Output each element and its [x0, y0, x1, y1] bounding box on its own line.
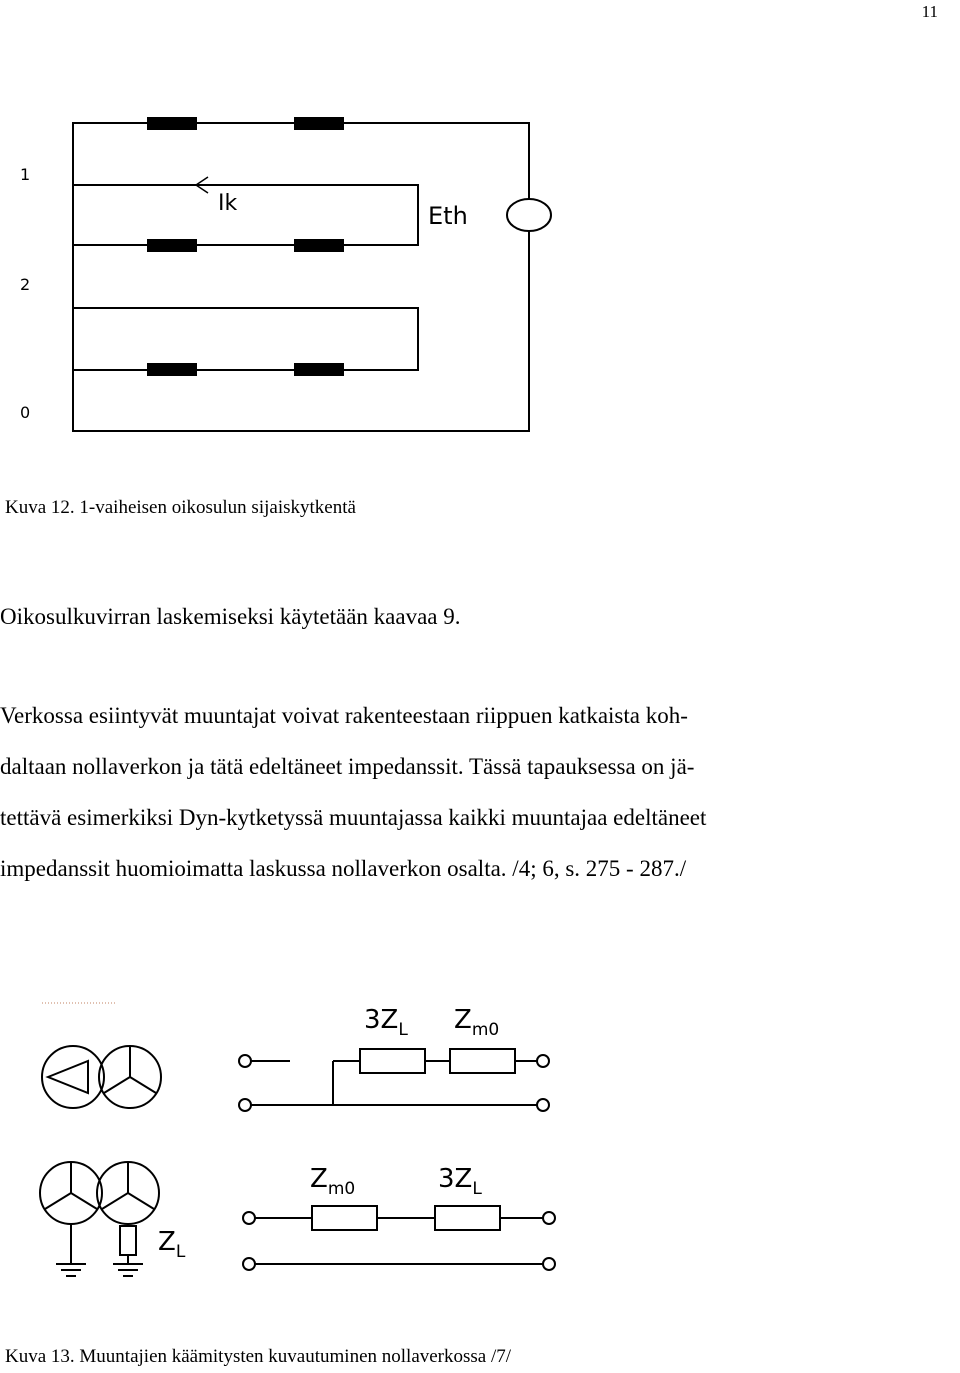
- impedance-3ZL: [360, 1049, 425, 1073]
- impedance-block: [147, 117, 197, 130]
- source-label: Eth: [428, 202, 468, 230]
- body-paragraph: [0, 703, 960, 903]
- top-equivalent-circuit: [239, 1049, 549, 1111]
- impedance-block: [294, 117, 344, 130]
- figure-13-caption: Kuva 13. Muuntajien käämitysten kuvautuminen nollaverkossa /7/: [5, 1346, 512, 1367]
- ground-icon: [56, 1224, 86, 1276]
- node-label-2: 2: [20, 275, 31, 294]
- transformer-delta-star-icon: [42, 1046, 161, 1108]
- page-number: 11: [921, 2, 938, 21]
- label-zm0: $Z_{m0}$: [454, 1005, 500, 1040]
- figure-12-circuit: [0, 100, 580, 440]
- ground-impedance-label: $Z_L$: [158, 1227, 186, 1262]
- grounding-impedance-icon: [113, 1224, 143, 1276]
- label-3zl: $3Z_L$: [364, 1005, 408, 1040]
- figure-13-diagram: [0, 995, 600, 1295]
- label-3zl-bottom: $3Z_L$: [438, 1164, 482, 1199]
- impedance-blocks: [147, 117, 344, 376]
- circuit-wires: [73, 123, 529, 431]
- transformer-star-star-icon: [40, 1162, 159, 1224]
- impedance-Zm0: [312, 1206, 377, 1230]
- paragraph-line: daltaan nollaverkon ja tätä edeltäneet impedanssit. Tässä tapauksessa on jä-: [0, 754, 695, 779]
- node-label-0: 0: [20, 403, 31, 422]
- current-label: Ik: [218, 191, 238, 216]
- node-label-1: 1: [20, 165, 31, 184]
- impedance-block: [147, 239, 197, 252]
- impedance-Zm0: [450, 1049, 515, 1073]
- impedance-block: [147, 363, 197, 376]
- paragraph-line: Verkossa esiintyvät muuntajat voivat rakenteestaan riippuen katkaista koh-: [0, 703, 688, 728]
- bottom-equivalent-circuit: [243, 1206, 555, 1270]
- intro-text: Oikosulkuvirran laskemiseksi käytetään kaavaa 9.: [0, 604, 461, 629]
- impedance-block: [294, 363, 344, 376]
- paragraph-line: tettävä esimerkiksi Dyn-kytketyssä muuntajassa kaikki muuntajaa edeltäneet: [0, 805, 707, 830]
- voltage-source-icon: [507, 199, 551, 231]
- label-zm0-bottom: $Z_{m0}$: [310, 1164, 356, 1199]
- paragraph-line: impedanssit huomioimatta laskussa nollaverkon osalta. /4; 6, s. 275 - 287./: [0, 856, 687, 881]
- impedance-3ZL: [435, 1206, 500, 1230]
- figure-12-caption: Kuva 12. 1-vaiheisen oikosulun sijaiskytkentä: [5, 497, 356, 518]
- impedance-block: [294, 239, 344, 252]
